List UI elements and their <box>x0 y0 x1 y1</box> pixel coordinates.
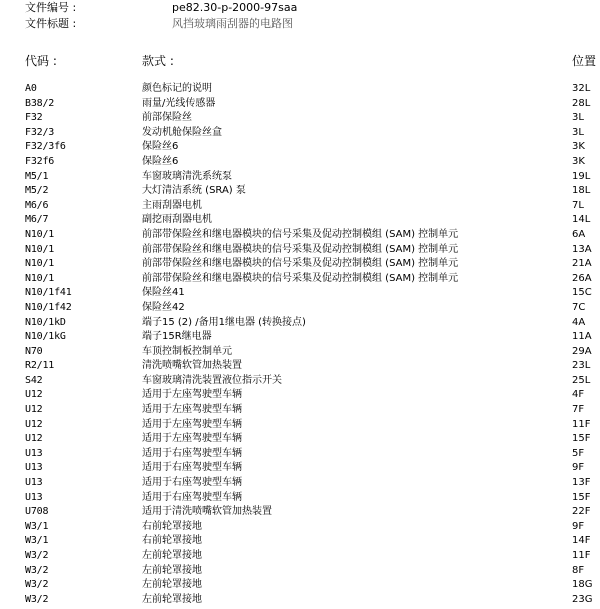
component-code: R2/11 <box>25 360 55 372</box>
component-description: 适用于左座驾驶型车辆 <box>142 404 242 416</box>
component-code: N70 <box>25 345 43 357</box>
component-code: M5/1 <box>25 170 49 182</box>
component-code: M6/6 <box>25 199 49 211</box>
table-row <box>0 593 600 608</box>
component-description: 适用于右座驾驶型车辆 <box>142 477 242 489</box>
component-table <box>0 82 600 607</box>
table-row <box>0 272 600 287</box>
table-row <box>0 359 600 374</box>
table-row <box>0 374 600 389</box>
table-row <box>0 534 600 549</box>
component-description: 右前轮罩接地 <box>142 520 202 532</box>
component-code: M6/7 <box>25 214 49 226</box>
component-position: 3L <box>572 126 584 138</box>
table-row <box>0 228 600 243</box>
doc-number-value: pe82.30-p-2000-97saa <box>172 1 298 14</box>
table-row <box>0 97 600 112</box>
component-position: 7L <box>572 199 584 211</box>
component-position: 4A <box>572 316 586 328</box>
component-description: 主雨刮器电机 <box>142 199 202 211</box>
component-code: F32/3f6 <box>25 141 66 153</box>
component-description: 适用于左座驾驶型车辆 <box>142 389 242 401</box>
component-position: 32L <box>572 83 591 94</box>
component-description: 前部保险丝 <box>142 112 192 124</box>
component-position: 7F <box>572 404 585 416</box>
column-header-code: 代码 : <box>25 54 57 68</box>
component-position: 7C <box>572 301 586 313</box>
component-position: 25L <box>572 374 591 386</box>
component-description: 车窗玻璃清洗装置液位指示开关 <box>142 374 282 386</box>
component-description: 右前轮罩接地 <box>142 535 202 547</box>
component-description: 适用于右座驾驶型车辆 <box>142 491 242 503</box>
component-position: 11F <box>572 550 591 561</box>
component-code: U12 <box>25 389 43 401</box>
table-row <box>0 199 600 214</box>
component-position: 5F <box>572 447 585 459</box>
component-position: 9F <box>572 462 585 474</box>
table-row <box>0 82 600 97</box>
component-description: 左前轮罩接地 <box>142 579 202 591</box>
table-row <box>0 213 600 228</box>
component-code: W3/2 <box>25 564 49 576</box>
column-header-position: 位置 <box>572 54 597 68</box>
component-description: 前部带保险丝和继电器模块的信号采集及促动控制模组 (SAM) 控制单元 <box>142 228 459 240</box>
component-code: U13 <box>25 477 43 489</box>
table-row <box>0 140 600 155</box>
component-position: 15C <box>572 287 592 299</box>
table-row <box>0 330 600 345</box>
component-description: 适用于左座驾驶型车辆 <box>142 418 242 430</box>
component-position: 14F <box>572 535 591 547</box>
component-code: U12 <box>25 433 43 445</box>
table-row <box>0 447 600 462</box>
component-description: 颜色标记的说明 <box>142 83 212 94</box>
component-description: 保险丝6 <box>142 155 179 167</box>
component-code: N10/1 <box>25 243 55 255</box>
component-position: 4F <box>572 389 585 401</box>
component-code: W3/1 <box>25 520 49 532</box>
component-description: 前部带保险丝和继电器模块的信号采集及促动控制模组 (SAM) 控制单元 <box>142 272 459 284</box>
table-row <box>0 418 600 433</box>
table-row <box>0 461 600 476</box>
component-code: N10/1 <box>25 228 55 240</box>
component-description: 左前轮罩接地 <box>142 564 202 576</box>
component-position: 11A <box>572 331 592 343</box>
table-row <box>0 155 600 170</box>
component-position: 3K <box>572 155 585 167</box>
table-row <box>0 564 600 579</box>
component-position: 23G <box>572 593 593 605</box>
component-description: 清洗喷嘴软管加热装置 <box>142 360 242 372</box>
table-row <box>0 111 600 126</box>
component-description: 车顶控制板控制单元 <box>142 345 232 357</box>
component-position: 28L <box>572 97 591 109</box>
component-position: 18G <box>572 579 593 591</box>
component-code: U13 <box>25 447 43 459</box>
table-row <box>0 520 600 535</box>
table-row <box>0 491 600 506</box>
component-code: F32f6 <box>25 155 55 167</box>
table-row <box>0 578 600 593</box>
component-description: 适用于右座驾驶型车辆 <box>142 447 242 459</box>
doc-number-label: 文件编号 : <box>25 1 77 14</box>
table-row <box>0 549 600 564</box>
table-row <box>0 184 600 199</box>
table-row <box>0 388 600 403</box>
component-description: 保险丝6 <box>142 141 179 153</box>
component-position: 11F <box>572 418 591 430</box>
component-code: B38/2 <box>25 97 55 109</box>
component-position: 3L <box>572 112 584 124</box>
component-description: 车窗玻璃清洗系统泵 <box>142 170 232 182</box>
component-description: 前部带保险丝和继电器模块的信号采集及促动控制模组 (SAM) 控制单元 <box>142 258 459 270</box>
component-position: 18L <box>572 185 591 197</box>
component-position: 15F <box>572 491 591 503</box>
table-row <box>0 316 600 331</box>
component-code: W3/2 <box>25 593 49 605</box>
doc-title-value: 风挡玻璃雨刮器的电路图 <box>172 17 293 30</box>
component-position: 22F <box>572 506 591 518</box>
table-row <box>0 170 600 185</box>
component-position: 21A <box>572 258 592 270</box>
component-position: 29A <box>572 345 592 357</box>
component-position: 8F <box>572 564 585 576</box>
component-code: W3/2 <box>25 550 49 561</box>
table-row <box>0 432 600 447</box>
component-code: M5/2 <box>25 185 49 197</box>
table-row <box>0 257 600 272</box>
component-description: 前部带保险丝和继电器模块的信号采集及促动控制模组 (SAM) 控制单元 <box>142 243 459 255</box>
component-position: 3K <box>572 141 585 153</box>
component-description: 副挖雨刮器电机 <box>142 214 212 226</box>
component-code: N10/1kD <box>25 316 66 328</box>
doc-title-label: 文件标题 : <box>25 17 77 30</box>
component-code: U13 <box>25 491 43 503</box>
component-code: N10/1kG <box>25 331 66 343</box>
component-description: 端子15R继电器 <box>142 331 212 343</box>
component-position: 14L <box>572 214 591 226</box>
component-code: U708 <box>25 506 49 518</box>
component-code: W3/2 <box>25 579 49 591</box>
table-row <box>0 403 600 418</box>
component-position: 23L <box>572 360 591 372</box>
component-position: 15F <box>572 433 591 445</box>
table-row <box>0 345 600 360</box>
component-description: 适用于左座驾驶型车辆 <box>142 433 242 445</box>
component-description: 左前轮罩接地 <box>142 593 202 605</box>
component-position: 6A <box>572 228 586 240</box>
component-code: S42 <box>25 374 43 386</box>
component-position: 13F <box>572 477 591 489</box>
table-row <box>0 476 600 491</box>
component-code: F32/3 <box>25 126 55 138</box>
component-code: N10/1 <box>25 272 55 284</box>
component-code: F32 <box>25 112 43 124</box>
table-row <box>0 286 600 301</box>
table-row <box>0 505 600 520</box>
component-code: U12 <box>25 404 43 416</box>
component-code: N10/1f42 <box>25 301 72 313</box>
component-description: 端子15 (2) /备用1继电器 (转换接点) <box>142 316 306 328</box>
component-code: N10/1 <box>25 258 55 270</box>
component-position: 19L <box>572 170 591 182</box>
component-code: W3/1 <box>25 535 49 547</box>
component-description: 发动机舱保险丝盒 <box>142 126 222 138</box>
component-description: 保险丝42 <box>142 301 185 313</box>
table-row <box>0 301 600 316</box>
component-description: 大灯清洁系统 (SRA) 泵 <box>142 185 246 197</box>
component-code: U13 <box>25 462 43 474</box>
table-row <box>0 243 600 258</box>
component-position: 13A <box>572 243 592 255</box>
component-description: 保险丝41 <box>142 287 185 299</box>
component-code: N10/1f41 <box>25 287 72 299</box>
component-position: 26A <box>572 272 592 284</box>
component-description: 雨量/光线传感器 <box>142 97 216 109</box>
component-description: 适用于清洗喷嘴软管加热装置 <box>142 506 272 518</box>
component-code: A0 <box>25 83 37 94</box>
column-header-description: 款式 : <box>142 54 174 68</box>
component-description: 适用于右座驾驶型车辆 <box>142 462 242 474</box>
component-code: U12 <box>25 418 43 430</box>
component-position: 9F <box>572 520 585 532</box>
table-row <box>0 126 600 141</box>
component-description: 左前轮罩接地 <box>142 550 202 561</box>
